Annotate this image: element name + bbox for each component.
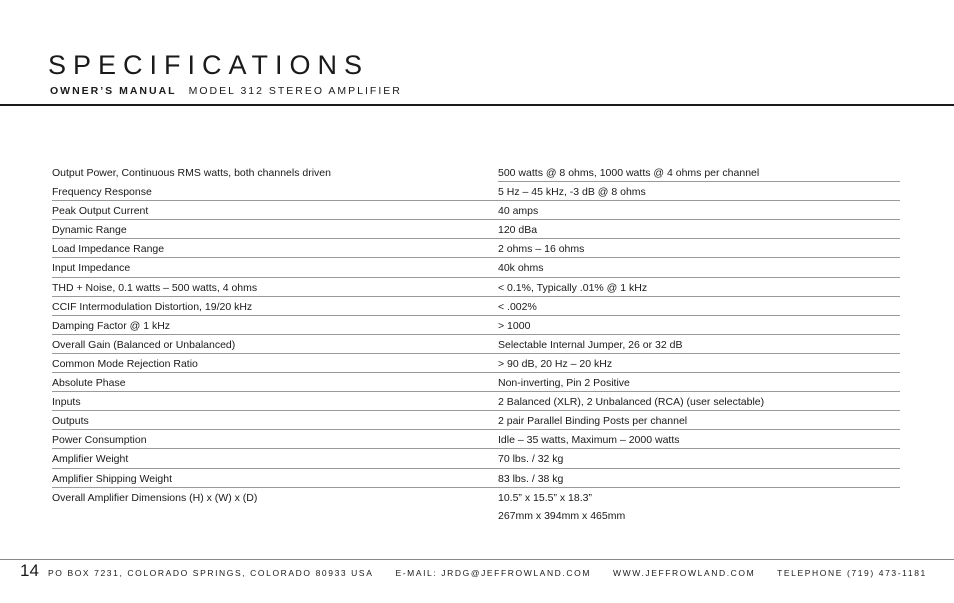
spec-label: Inputs — [52, 396, 81, 409]
footer-email: E-MAIL: JRDG@JEFFROWLAND.COM — [395, 568, 592, 578]
spec-value: 83 lbs. / 38 kg — [498, 472, 564, 485]
page-title: SPECIFICATIONS — [48, 50, 370, 80]
spec-label: Output Power, Continuous RMS watts, both channels driven — [52, 167, 331, 179]
spec-value: 120 dBa — [498, 224, 538, 237]
spec-row — [52, 278, 900, 297]
spec-value: 2 pair Parallel Binding Posts per channel — [498, 415, 688, 428]
spec-row — [52, 488, 900, 526]
spec-row — [52, 239, 900, 258]
spec-value: Idle – 35 watts, Maximum – 2000 watts — [498, 434, 680, 447]
footer-website: WWW.JEFFROWLAND.COM — [612, 568, 756, 578]
spec-row — [52, 354, 900, 373]
spec-value-metric: 267mm x 394mm x 465mm — [498, 509, 626, 522]
spec-value: 10.5” x 15.5” x 18.3” — [498, 491, 592, 504]
spec-value: 40 amps — [498, 205, 539, 218]
spec-value: Selectable Internal Jumper, 26 or 32 dB — [498, 338, 683, 351]
spec-label: Input Impedance — [52, 262, 131, 275]
spec-row — [52, 373, 900, 392]
spec-label: Outputs — [52, 415, 89, 428]
spec-label: Load Impedance Range — [52, 243, 165, 256]
spec-row — [52, 335, 900, 354]
spec-value: 2 Balanced (XLR), 2 Unbalanced (RCA) (user selectable) — [498, 396, 765, 409]
spec-row — [52, 469, 900, 488]
spec-row — [52, 258, 900, 277]
spec-value: > 90 dB, 20 Hz – 20 kHz — [498, 357, 613, 370]
spec-label: Peak Output Current — [52, 205, 149, 218]
spec-value: 500 watts @ 8 ohms, 1000 watts @ 4 ohms per channel — [498, 167, 760, 179]
footer-address: PO BOX 7231, COLORADO SPRINGS, COLORADO 80933 USA — [48, 568, 374, 578]
spec-value: 40k ohms — [498, 262, 544, 275]
specifications-table — [52, 163, 900, 526]
spec-row — [52, 201, 900, 220]
spec-label: Amplifier Weight — [52, 453, 129, 466]
spec-label: Damping Factor @ 1 kHz — [52, 319, 171, 332]
spec-label: Overall Gain (Balanced or Unbalanced) — [52, 338, 236, 351]
page-number: 14 — [20, 561, 39, 580]
manual-label: OWNER’S MANUAL — [50, 85, 177, 97]
model-label: MODEL 312 STEREO AMPLIFIER — [188, 85, 402, 97]
spec-label: THD + Noise, 0.1 watts – 500 watts, 4 ohms — [52, 281, 258, 294]
spec-row — [52, 430, 900, 449]
header-divider — [0, 104, 954, 106]
spec-row — [52, 411, 900, 430]
spec-row — [52, 182, 900, 201]
footer-telephone: TELEPHONE (719) 473-1181 — [777, 568, 927, 578]
spec-label: Frequency Response — [52, 186, 152, 199]
spec-label: CCIF Intermodulation Distortion, 19/20 kHz — [52, 300, 253, 313]
spec-row — [52, 220, 900, 239]
spec-row — [52, 316, 900, 335]
spec-value: < .002% — [498, 300, 537, 313]
spec-value: < 0.1%, Typically .01% @ 1 kHz — [498, 281, 648, 294]
footer-divider — [0, 559, 954, 560]
spec-row — [52, 449, 900, 468]
spec-value: 70 lbs. / 32 kg — [498, 453, 564, 466]
spec-label: Absolute Phase — [52, 377, 126, 390]
spec-label: Amplifier Shipping Weight — [52, 472, 173, 485]
spec-label: Overall Amplifier Dimensions (H) x (W) x (D) — [52, 491, 258, 504]
spec-row — [52, 392, 900, 411]
spec-label: Dynamic Range — [52, 224, 127, 237]
page-subtitle — [50, 85, 402, 98]
spec-value: > 1000 — [498, 319, 531, 332]
spec-value: 2 ohms – 16 ohms — [498, 243, 585, 256]
spec-value: Non-inverting, Pin 2 Positive — [498, 377, 630, 390]
spec-label: Common Mode Rejection Ratio — [52, 357, 198, 370]
spec-row — [52, 163, 900, 182]
spec-row — [52, 297, 900, 316]
spec-label: Power Consumption — [52, 434, 147, 447]
footer-contact — [48, 568, 948, 579]
spec-value: 5 Hz – 45 kHz, -3 dB @ 8 ohms — [498, 186, 646, 199]
